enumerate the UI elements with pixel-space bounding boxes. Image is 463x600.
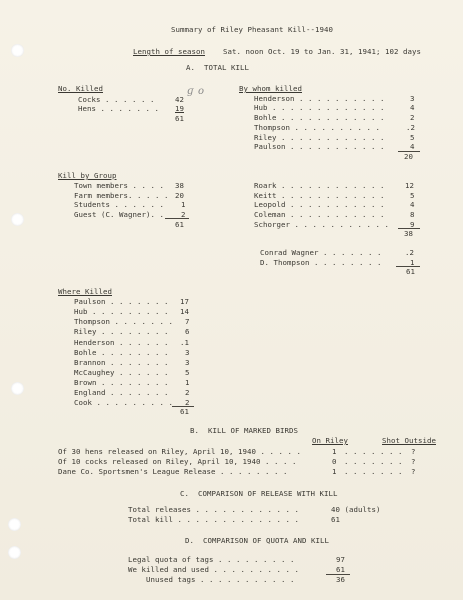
quota-label: Unused tags . . . . . . . . . . .	[146, 575, 295, 584]
marked-on-riley: 1	[332, 467, 337, 476]
binder-hole	[11, 382, 24, 395]
by-whom-value: 2	[410, 113, 415, 122]
marked-row-label: Of 10 cocks released on Riley, April 10, 1940 . . . .	[58, 457, 297, 466]
by-whom-label: Thompson . . . . . . . . . .	[254, 123, 380, 132]
by-whom-value: 4	[410, 200, 415, 209]
binder-hole	[8, 546, 21, 559]
where-label: Henderson . . . . . .	[74, 338, 169, 347]
no-killed-value: 19	[175, 104, 184, 113]
binder-hole	[11, 213, 24, 226]
season-label: Length of season	[133, 47, 205, 56]
group-total: 61	[175, 220, 184, 229]
group-label: Guest (C. Wagner). .	[74, 210, 164, 219]
section-b-heading: B. KILL OF MARKED BIRDS	[190, 426, 298, 435]
by-whom-label: Henderson . . . . . . . . . .	[254, 94, 385, 103]
kill-by-group-heading: Kill by Group	[58, 171, 117, 180]
by-whom-total: 38	[404, 229, 413, 238]
where-value: 1	[185, 378, 190, 387]
no-killed-value: 42	[175, 95, 184, 104]
by-whom-value: 8	[410, 210, 415, 219]
marked-row-label: Dane Co. Sportsmen's League Release . . . . . . . .	[58, 467, 288, 476]
binder-hole	[11, 44, 24, 57]
group-label: Students . . . . . .	[74, 200, 164, 209]
quota-label: Legal quota of tags . . . . . . . . .	[128, 555, 295, 564]
where-total: 61	[180, 407, 189, 416]
where-value: 2	[185, 388, 190, 397]
where-label: England . . . . . . .	[74, 388, 169, 397]
binder-hole	[8, 518, 21, 531]
section-d-heading: D. COMPARISON OF QUOTA AND KILL	[185, 536, 329, 545]
group-label: Town members . . . .	[74, 181, 164, 190]
by-whom-total: 61	[406, 267, 415, 276]
where-label: McCaughey . . . . . .	[74, 368, 169, 377]
where-label: Paulson . . . . . . .	[74, 297, 169, 306]
by-whom-value: 4	[410, 103, 415, 112]
group-value: 2	[181, 210, 186, 219]
where-value: 17	[180, 297, 189, 306]
by-whom-label: D. Thompson . . . . . . . .	[260, 258, 382, 267]
where-label: Cook . . . . . . . . .	[74, 398, 173, 407]
col-on-riley: On Riley	[312, 436, 348, 445]
marked-leader: . . . . . . .	[344, 467, 403, 476]
where-killed-heading: Where Killed	[58, 287, 112, 296]
release-value: 40 (adults)	[331, 505, 381, 514]
where-value: 14	[180, 307, 189, 316]
by-whom-total: 20	[404, 152, 413, 161]
where-label: Riley . . . . . . . .	[74, 327, 169, 336]
marked-outside: ?	[411, 467, 416, 476]
by-whom-value: 12	[405, 181, 414, 190]
where-value: .1	[180, 338, 189, 347]
marked-leader: . . . . . . .	[344, 457, 403, 466]
by-whom-label: Coleman . . . . . . . . . . .	[254, 210, 385, 219]
page-title: Summary of Riley Pheasant Kill--1940	[171, 25, 333, 34]
where-label: Hub . . . . . . . . .	[74, 307, 169, 316]
by-whom-value: 4	[410, 142, 415, 151]
where-label: Brannon . . . . . . .	[74, 358, 169, 367]
where-value: 3	[185, 348, 190, 357]
quota-label: We killed and used . . . . . . . . . .	[128, 565, 299, 574]
by-whom-label: Hub . . . . . . . . . . . . .	[254, 103, 385, 112]
by-whom-value: 9	[410, 220, 415, 229]
by-whom-value: 1	[410, 258, 415, 267]
handwritten-mark: o	[198, 86, 205, 97]
where-value: 6	[185, 327, 190, 336]
where-value: 3	[185, 358, 190, 367]
quota-value: 61	[336, 565, 345, 574]
season-text: Sat. noon Oct. 19 to Jan. 31, 1941; 102 days	[223, 47, 421, 56]
by-whom-label: Roark . . . . . . . . . . . .	[254, 181, 385, 190]
where-label: Bohle . . . . . . . .	[74, 348, 169, 357]
by-whom-value: .2	[405, 248, 414, 257]
quota-value: 97	[336, 555, 345, 564]
where-label: Brown . . . . . . . .	[74, 378, 169, 387]
no-killed-heading: No. Killed	[58, 84, 103, 93]
by-whom-label: Leopold . . . . . . . . . . .	[254, 200, 385, 209]
col-shot-outside: Shot Outside	[382, 436, 436, 445]
release-label: Total kill . . . . . . . . . . . . . .	[128, 515, 299, 524]
no-killed-label: Cocks . . . . . .	[78, 95, 155, 104]
marked-leader: . . . . . . .	[344, 447, 403, 456]
by-whom-label: Conrad Wagner . . . . . . .	[260, 248, 382, 257]
release-label: Total releases . . . . . . . . . . . .	[128, 505, 299, 514]
handwritten-mark: ɡ	[187, 86, 194, 97]
section-c-heading: C. COMPARISON OF RELEASE WITH KILL	[180, 489, 338, 498]
by-whom-value: 5	[410, 191, 415, 200]
group-value: 20	[175, 191, 184, 200]
where-value: 7	[185, 317, 190, 326]
release-value: 61	[331, 515, 340, 524]
marked-on-riley: 1	[332, 447, 337, 456]
section-a-heading: A. TOTAL KILL	[186, 63, 249, 72]
by-whom-value: 3	[410, 94, 415, 103]
by-whom-label: Bohle . . . . . . . . . . . .	[254, 113, 385, 122]
by-whom-value: .2	[406, 123, 415, 132]
by-whom-label: Riley . . . . . . . . . . . .	[254, 133, 385, 142]
no-killed-label: Hens . . . . . . .	[78, 104, 159, 113]
group-value: 38	[175, 181, 184, 190]
where-value: 2	[185, 398, 190, 407]
no-killed-total: 61	[175, 114, 184, 123]
where-label: Thompson . . . . . . .	[74, 317, 173, 326]
by-whom-label: Keitt . . . . . . . . . . . .	[254, 191, 385, 200]
sum-rule	[165, 218, 189, 219]
quota-value: 36	[336, 575, 345, 584]
by-whom-heading: By whom killed	[239, 84, 302, 93]
by-whom-value: 5	[410, 133, 415, 142]
group-value: 1	[181, 200, 186, 209]
group-label: Farm members. . . . .	[74, 191, 169, 200]
by-whom-label: Paulson . . . . . . . . . . .	[254, 142, 385, 151]
where-value: 5	[185, 368, 190, 377]
by-whom-label: Schorger . . . . . . . . . . .	[254, 220, 389, 229]
marked-on-riley: 0	[332, 457, 337, 466]
marked-row-label: Of 30 hens released on Riley, April 10, 1940 . . . . .	[58, 447, 301, 456]
marked-outside: ?	[411, 447, 416, 456]
marked-outside: ?	[411, 457, 416, 466]
